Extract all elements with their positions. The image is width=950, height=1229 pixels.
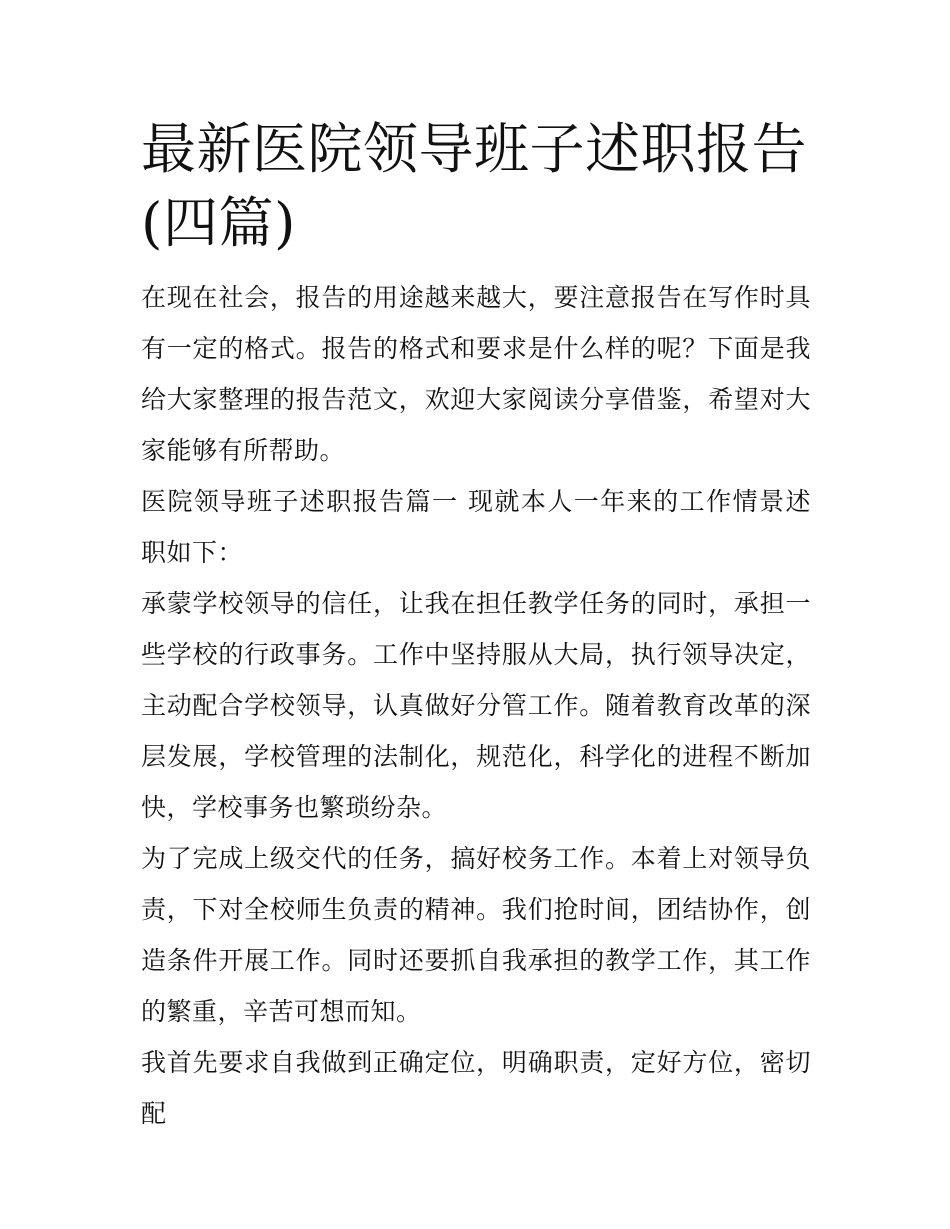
body-paragraph: 我首先要求自我做到正确定位，明确职责，定好方位，密切配 xyxy=(141,1048,811,1128)
body-paragraph: 承蒙学校领导的信任，让我在担任教学任务的同时，承担一些学校的行政事务。工作中坚持服从大局，执行领导决定，主动配合学校领导，认真做好分管工作。随着教育改革的深层发展，学校管理的法制化，规范化，科学化的进程不断加快，学校事务也繁琐纷杂。 xyxy=(141,589,811,822)
intro-paragraph: 在现在社会，报告的用途越来越大，要注意报告在写作时具有一定的格式。报告的格式和要求是什么样的呢？下面是我给大家整理的报告范文，欢迎大家阅读分享借鉴，希望对大家能够有所帮助。 xyxy=(141,283,811,465)
section-heading-paragraph: 医院领导班子述职报告篇一 现就本人一年来的工作情景述职如下： xyxy=(141,487,811,567)
document-title: 最新医院领导班子述职报告(四篇) xyxy=(141,117,808,255)
body-paragraph: 为了完成上级交代的任务，搞好校务工作。本着上对领导负责，下对全校师生负责的精神。我们抢时间，团结协作，创造条件开展工作。同时还要抓自我承担的教学工作，其工作的繁重，辛苦可想而知。 xyxy=(141,844,811,1026)
document-body xyxy=(141,112,811,1139)
